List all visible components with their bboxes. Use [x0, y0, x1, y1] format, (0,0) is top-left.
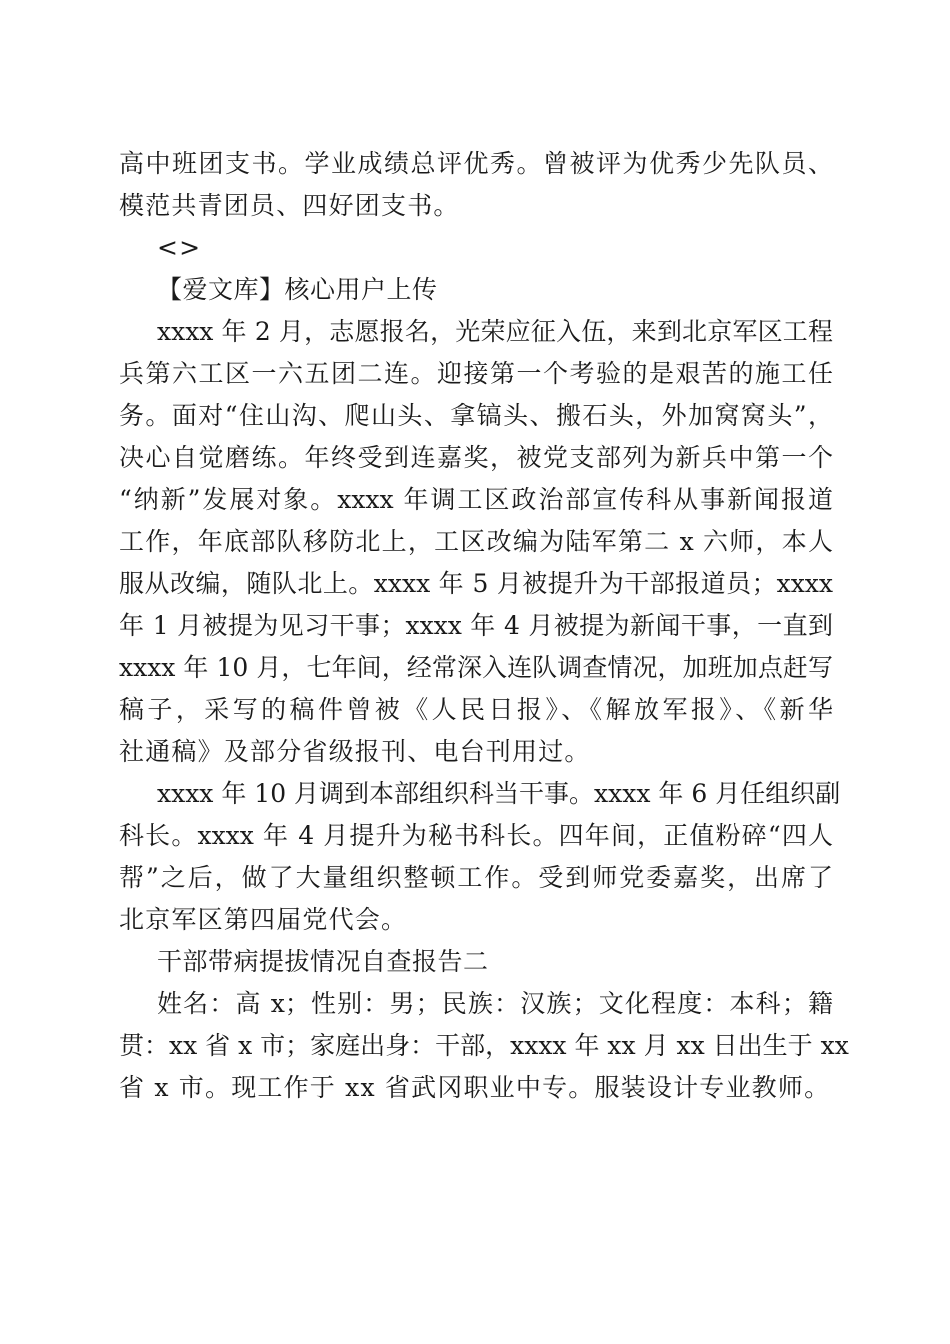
text-line: 兵第六工区一六五团二连。迎接第一个考验的是艰苦的施工任 — [119, 359, 833, 388]
text-line: xxxx 年 10 月调到本部组织科当干事。xxxx 年 6 月任组织副 — [157, 779, 841, 808]
text-line: 帮”之后，做了大量组织整顿工作。受到师党委嘉奖，出席了 — [119, 863, 833, 892]
section-heading: 干部带病提拔情况自查报告二 — [157, 947, 489, 976]
document-body — [119, 143, 849, 1109]
text-line: 北京军区第四届党代会。 — [119, 905, 408, 934]
text-line: 姓名：高 x；性别：男；民族：汉族；文化程度：本科；籍 — [157, 989, 833, 1018]
text-line: 年 1 月被提为见习干事；xxxx 年 4 月被提为新闻干事，一直到 — [119, 611, 833, 640]
text-line: xxxx 年 10 月，七年间，经常深入连队调查情况，加班加点赶写 — [119, 653, 833, 682]
text-line: 模范共青团员、四好团支书。 — [119, 191, 460, 220]
text-line: “纳新”发展对象。xxxx 年调工区政治部宣传科从事新闻报道 — [119, 485, 833, 514]
text-line: xxxx 年 2 月，志愿报名，光荣应征入伍，来到北京军区工程 — [157, 317, 833, 346]
text-line: 务。面对“住山沟、爬山头、拿镐头、搬石头，外加窝窝头”， — [119, 401, 833, 430]
placeholder-marker: <> — [157, 233, 202, 262]
text-line: 工作，年底部队移防北上，工区改编为陆军第二 x 六师，本人 — [119, 527, 833, 556]
section-heading: 【爱文库】核心用户上传 — [157, 275, 438, 304]
text-line: 省 x 市。现工作于 xx 省武冈职业中专。服装设计专业教师。 — [119, 1073, 831, 1102]
text-line: 科长。xxxx 年 4 月提升为秘书科长。四年间，正值粉碎“四人 — [119, 821, 833, 850]
text-line: 社通稿》及部分省级报刊、电台刊用过。 — [119, 737, 591, 766]
text-line: 高中班团支书。学业成绩总评优秀。曾被评为优秀少先队员、 — [119, 149, 833, 178]
text-line: 稿子，采写的稿件曾被《人民日报》、《解放军报》、《新华 — [119, 695, 833, 724]
text-line: 决心自觉磨练。年终受到连嘉奖，被党支部列为新兵中第一个 — [119, 443, 833, 472]
text-line: 服从改编，随队北上。xxxx 年 5 月被提升为干部报道员；xxxx — [119, 569, 833, 598]
text-line: 贯：xx 省 x 市；家庭出身：干部，xxxx 年 xx 月 xx 日出生于 xx — [119, 1031, 849, 1060]
